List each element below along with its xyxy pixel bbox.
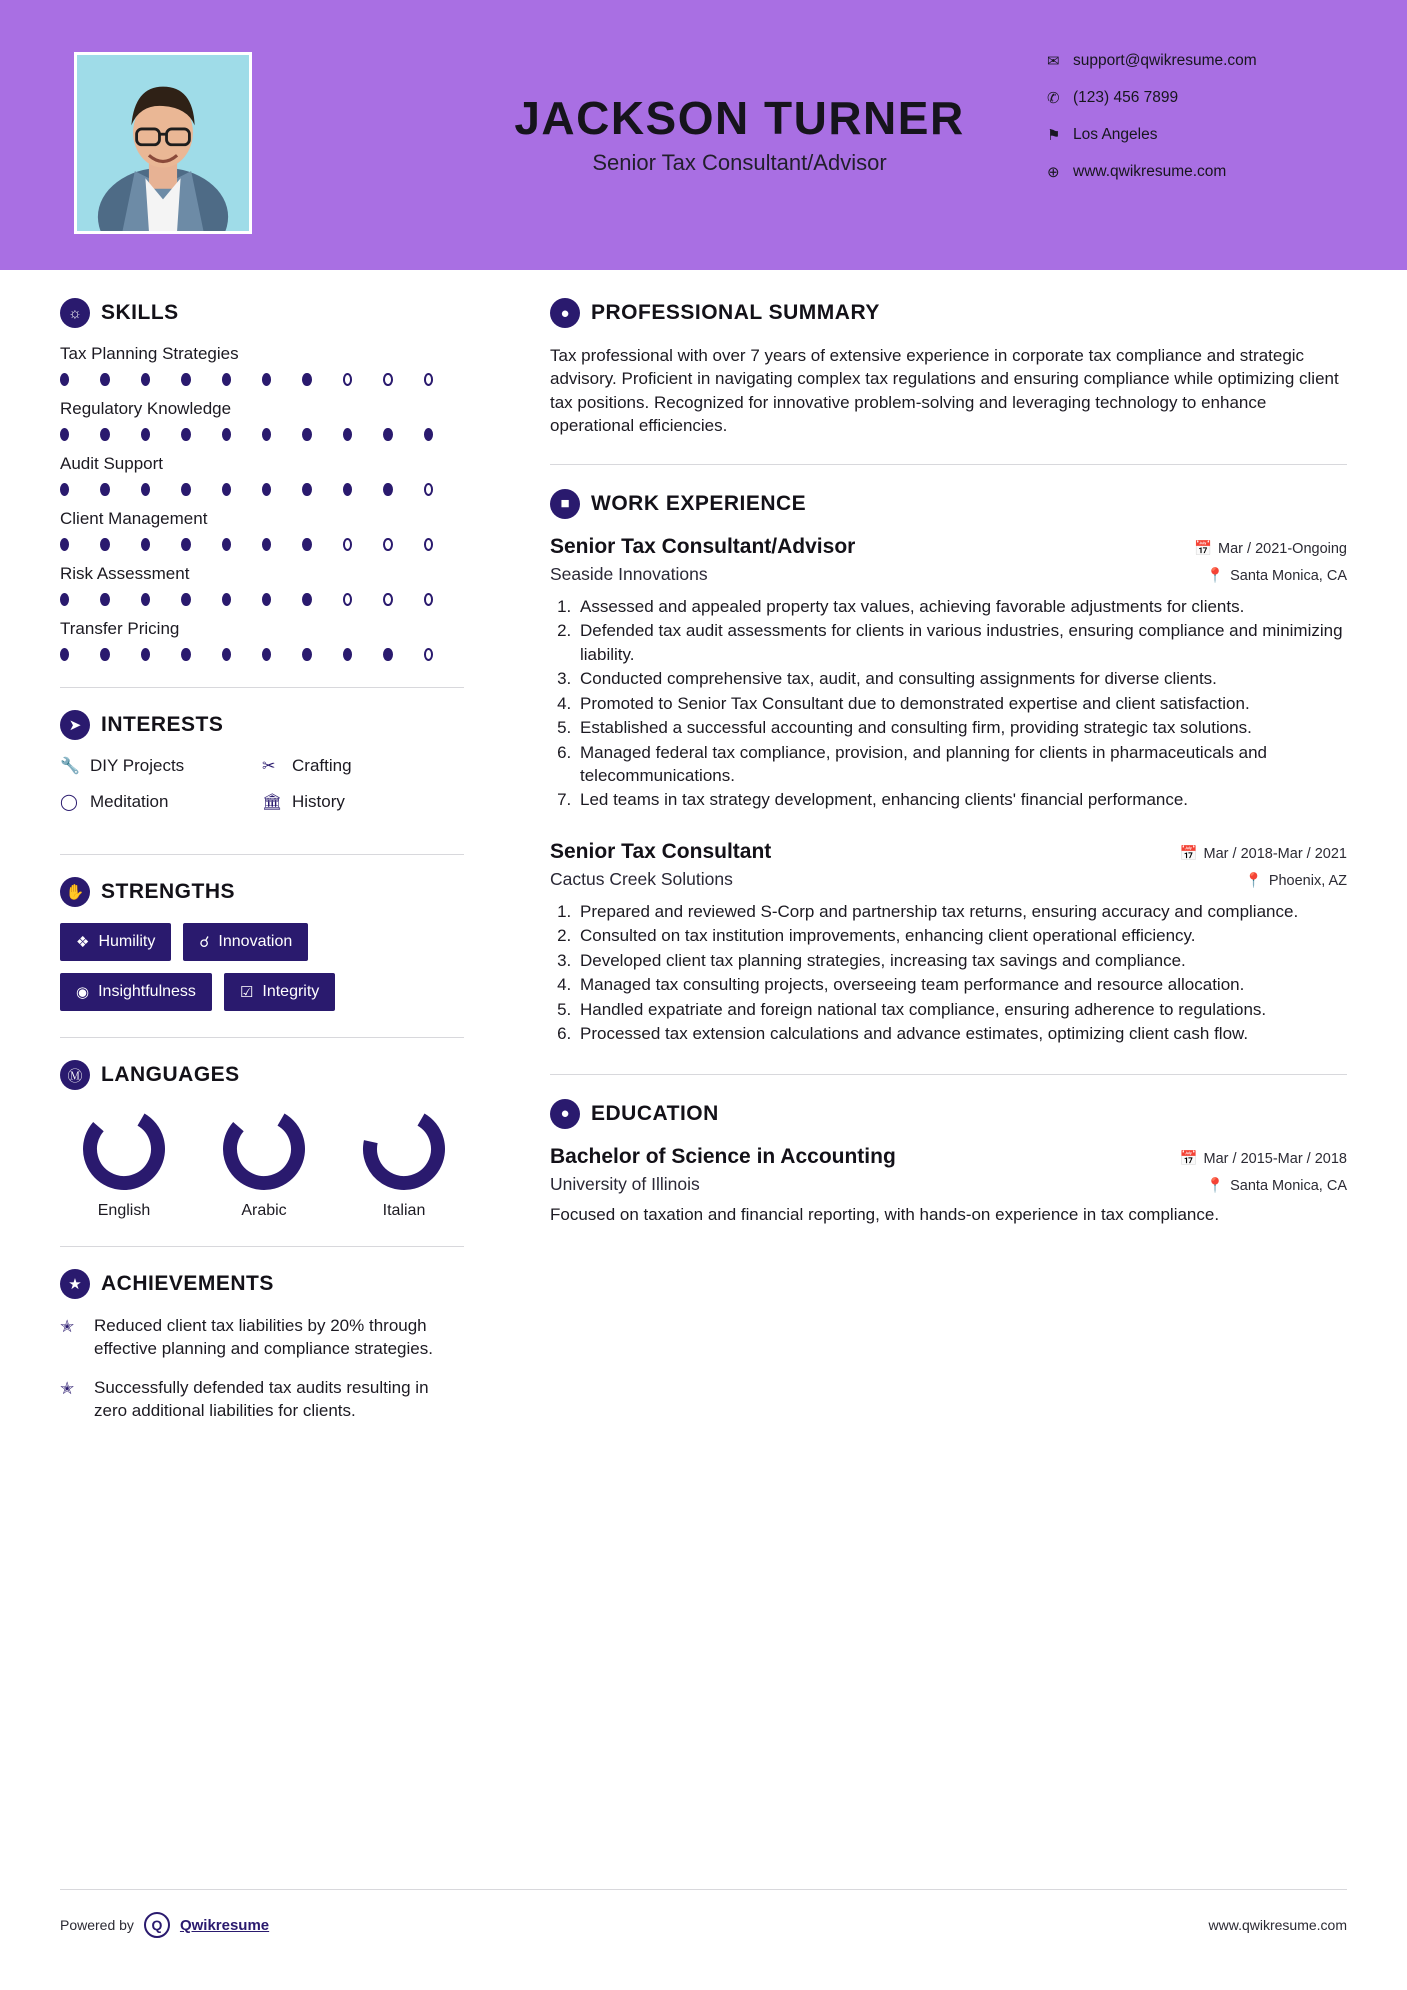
bullet-item: 7. Led teams in tax strategy development, enhancing clients' financial performance. [576,788,1347,811]
bullet-item: 1. Prepared and reviewed S-Corp and partnership tax returns, ensuring accuracy and compliance. [576,900,1347,923]
language-progress-ring [221,1106,307,1192]
location-icon: 📍 [1244,872,1263,889]
job-location: 📍 Phoenix, AZ [1244,872,1347,889]
send-icon: ➤ [60,710,90,740]
eye-icon: ◉ [76,984,90,1001]
skill-dot [383,373,392,386]
list-item [262,756,464,776]
language-progress-ring [361,1106,447,1192]
sidebar [60,298,500,1439]
leaf-icon: ❖ [76,934,90,951]
medal-icon: ✭ [60,1378,75,1398]
contact-website-text: www.qwikresume.com [1073,163,1227,180]
skill-dot [383,483,392,496]
list-item [60,792,262,812]
skill-dot [343,648,352,661]
calendar-icon: 📅 [1179,845,1198,862]
divider [550,464,1347,465]
skill-dot [424,593,433,606]
skill-dot [343,538,352,551]
skill-dot [60,373,69,386]
skill-dot [100,483,109,496]
job-title: Senior Tax Consultant/Advisor [550,534,856,558]
skill-dot [262,593,271,606]
skill-dot [424,538,433,551]
strength-label: Innovation [218,933,293,950]
strengths-list [60,923,464,1011]
calendar-icon: 📅 [1179,1150,1198,1167]
skill-label: Transfer Pricing [60,619,180,638]
section-languages-header [60,1060,464,1090]
education-location: 📍 Santa Monica, CA [1206,1177,1347,1194]
achievement-text: Reduced client tax liabilities by 20% through effective planning and compliance strategies. [94,1316,433,1358]
interests-list [60,756,464,828]
location-icon: 📍 [1206,567,1225,584]
skill-dot [343,593,352,606]
skill-dot [181,648,190,661]
bullet-item: 3. Developed client tax planning strategies, increasing tax savings and compliance. [576,949,1347,972]
job-location: 📍 Santa Monica, CA [1206,567,1347,584]
skill-dot [262,483,271,496]
skill-dot [424,428,433,441]
job-bullets [576,595,1347,812]
section-education-label: EDUCATION [591,1101,719,1125]
skill-rating [60,428,464,441]
briefcase-icon: ■ [550,489,580,519]
section-skills-label: SKILLS [101,301,179,324]
bank-icon: 🏛 [262,794,283,811]
qwikresume-logo-icon: Q [144,1912,170,1938]
avatar [74,52,252,234]
summary-text: Tax professional with over 7 years of extensive experience in corporate tax compliance and strategic advisory. Proficient in navigating complex tax regulations and ensuring compliance while optimizing client tax positions. Recognized for innovative problem-solving and leveraging technology to enhance operational efficiencies. [550,346,1339,436]
translate-icon: Ⓜ [60,1060,90,1090]
skill-dot [424,373,433,386]
divider [60,1246,464,1247]
experience-entry [550,535,1347,812]
contact-location-text: Los Angeles [1073,126,1158,143]
status-badge [60,923,171,961]
skill-dot [302,593,311,606]
page-title: JACKSON TURNER [514,92,965,144]
list-item [60,756,262,776]
skill-dot [302,483,311,496]
skill-dot [262,648,271,661]
section-summary-label: PROFESSIONAL SUMMARY [591,301,880,324]
bullet-item: 4. Promoted to Senior Tax Consultant due to demonstrated expertise and client satisfaction. [576,692,1347,715]
section-languages-label: LANGUAGES [101,1063,240,1086]
skill-dot [424,483,433,496]
fist-icon: ✋ [60,877,90,907]
contact-list [1047,52,1347,200]
skill-dot [383,648,392,661]
divider [550,1074,1347,1075]
wrench-icon: 🔧 [60,758,80,775]
envelope-icon: ✉ [1047,53,1060,70]
skill-dot [60,483,69,496]
company-name: Cactus Creek Solutions [550,868,733,889]
skill-dot [141,428,150,441]
interest-label: History [292,792,345,811]
skill-dot [100,593,109,606]
bullet-item: 3. Conducted comprehensive tax, audit, and consulting assignments for diverse clients. [576,667,1347,690]
skill-dot [343,373,352,386]
list-item [262,792,464,812]
globe-icon: ⊕ [1047,164,1060,181]
skill-dot [383,428,392,441]
list-item [60,1377,464,1423]
skill-dot [343,428,352,441]
bullet-item: 1. Assessed and appealed property tax values, achieving favorable adjustments for clients. [576,595,1347,618]
bullet-item: 5. Handled expatriate and foreign national tax compliance, ensuring adherence to regulations. [576,998,1347,1021]
language-label: Arabic [241,1202,287,1219]
skill-dot [343,483,352,496]
calendar-icon: 📅 [1193,540,1213,557]
contact-phone[interactable] [1047,89,1347,107]
section-interests-header [60,710,464,740]
job-role-subtitle: Senior Tax Consultant/Advisor [592,150,887,176]
divider [60,1037,464,1038]
interest-label: Crafting [292,756,352,775]
skill-dot [262,428,271,441]
skill-dot [141,483,150,496]
bulb-icon: ☌ [199,934,210,951]
skill-dot [141,648,150,661]
skill-dot [181,428,190,441]
star-icon: ★ [60,1269,90,1299]
skill-dot [302,428,311,441]
contact-location [1047,126,1347,144]
skill-rating [60,483,464,496]
job-dates: 📅 Mar / 2021-Ongoing [1193,540,1347,557]
skill-dot [100,428,109,441]
education-dates: 📅 Mar / 2015-Mar / 2018 [1179,1150,1347,1167]
skill-dot [60,428,69,441]
skill-dot [222,538,231,551]
scissors-icon: ✂ [262,758,276,775]
language-label: Italian [382,1202,426,1219]
page-footer [60,1889,1347,1938]
skill-dot [181,538,190,551]
skill-dot [181,373,190,386]
bulb-icon: ☼ [60,298,90,328]
degree-title: Bachelor of Science in Accounting [550,1144,896,1168]
skill-dot [302,648,311,661]
strength-label: Insightfulness [98,983,196,1000]
job-bullets [576,900,1347,1046]
location-icon: ⚑ [1047,127,1061,144]
bullet-item: 6. Managed federal tax compliance, provision, and planning for clients in pharmaceuticals and telecommunications. [576,741,1347,788]
resume-header [0,0,1407,270]
experience-entry [550,840,1347,1046]
achievement-text: Successfully defended tax audits resulting in zero additional liabilities for clients. [94,1377,429,1420]
list-item [60,1315,464,1361]
status-badge [60,973,212,1011]
skill-dot [141,373,150,386]
school-name: University of Illinois [550,1173,700,1194]
skill-dot [222,593,231,606]
skill-label: Tax Planning Strategies [60,344,239,363]
skill-dot [60,593,69,606]
main-content [500,298,1347,1439]
skill-label: Regulatory Knowledge [60,399,232,418]
skill-dot [383,593,392,606]
circle-icon: ◯ [60,794,78,811]
person-icon: ● [550,298,580,328]
section-education-header [550,1099,1347,1129]
section-achievements-label: ACHIEVEMENTS [101,1272,274,1295]
skill-dot [383,538,392,551]
skill-dot [222,373,231,386]
skill-rating [60,648,464,661]
skill-dot [222,483,231,496]
language-item [68,1106,180,1220]
bullet-item: 6. Processed tax extension calculations and advance estimates, optimizing client cash flow. [576,1022,1347,1045]
interest-label: DIY Projects [90,756,185,775]
section-strengths-header [60,877,464,907]
skill-dot [222,428,231,441]
skill-rating [60,593,464,606]
skill-dot [181,483,190,496]
section-summary-header [550,298,1347,328]
skill-label: Client Management [60,509,208,528]
section-interests-label: INTERESTS [101,713,224,736]
education-description: Focused on taxation and financial reporting, with hands-on experience in tax compliance. [550,1204,1220,1224]
brand-link[interactable]: Qwikresume [179,1916,270,1934]
bullet-item: 4. Managed tax consulting projects, overseeing team performance and resource allocation. [576,973,1347,996]
skill-dot [222,648,231,661]
company-name: Seaside Innovations [550,563,708,584]
skill-dot [100,373,109,386]
skill-dot [424,648,433,661]
section-strengths-label: STRENGTHS [101,880,236,903]
language-label: English [97,1202,151,1219]
contact-email-text: support@qwikresume.com [1073,52,1257,69]
skill-dot [100,538,109,551]
interest-label: Meditation [90,792,169,811]
skill-dot [302,373,311,386]
section-skills-header [60,298,464,328]
language-progress-ring [81,1106,167,1192]
contact-phone-text: (123) 456 7899 [1073,89,1179,106]
education-entry [550,1145,1347,1226]
bullet-item: 2. Defended tax audit assessments for clients in various industries, ensuring compliance and minimizing liability. [576,619,1347,666]
skill-dot [262,538,271,551]
section-experience-label: WORK EXPERIENCE [591,491,807,515]
skill-dot [60,648,69,661]
strength-label: Integrity [262,983,320,1000]
medal-icon: ✭ [60,1317,75,1336]
job-dates: 📅 Mar / 2018-Mar / 2021 [1179,845,1347,862]
skill-dot [60,538,69,551]
location-icon: 📍 [1206,1177,1225,1194]
contact-email[interactable] [1047,52,1347,70]
strength-label: Humility [98,933,156,950]
skill-dot [141,593,150,606]
language-item [348,1106,460,1220]
job-title: Senior Tax Consultant [550,839,772,863]
skill-label: Audit Support [60,454,164,473]
footer-website[interactable]: www.qwikresume.com [1208,1917,1347,1933]
skill-rating [60,373,464,386]
skills-list [60,344,464,661]
status-badge [224,973,335,1011]
check-square-icon: ☑ [239,984,254,1001]
section-experience-header [550,489,1347,519]
languages-list [60,1106,464,1220]
phone-icon: ✆ [1047,90,1060,107]
bullet-item: 5. Established a successful accounting and consulting firm, providing strategic tax solutions. [576,716,1347,739]
bullet-item: 2. Consulted on tax institution improvements, enhancing client operational efficiency. [576,924,1347,947]
skill-dot [302,538,311,551]
divider [60,687,464,688]
skill-rating [60,538,464,551]
powered-by-label: Powered by [60,1917,134,1933]
language-item [208,1106,320,1220]
section-achievements-header [60,1269,464,1299]
skill-dot [181,593,190,606]
divider [60,854,464,855]
skill-label: Risk Assessment [60,564,190,583]
graduation-icon: ● [550,1099,580,1129]
skill-dot [100,648,109,661]
skill-dot [141,538,150,551]
contact-website[interactable] [1047,163,1347,181]
skill-dot [262,373,271,386]
status-badge [183,923,308,961]
